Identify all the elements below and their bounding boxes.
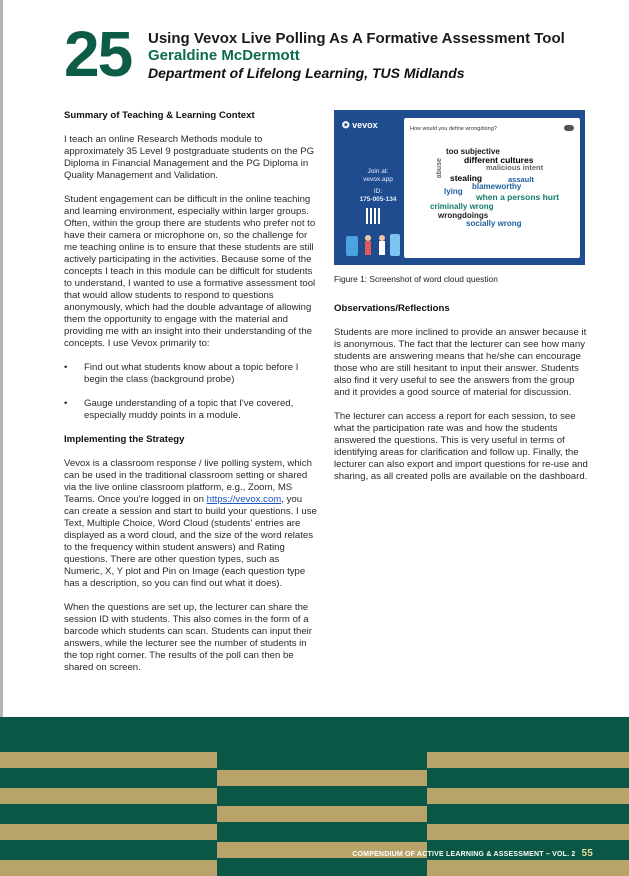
header [148,30,618,82]
band-stripe [217,806,427,822]
word: assault [508,175,534,184]
word: lying [444,187,463,196]
word: when a persons hurt [476,192,560,202]
join-info: Join at: vevox.app ID: 175-005-134 [359,168,397,203]
department: Department of Lifelong Learning, TUS Midlands [148,65,465,81]
people-illustration-icon [344,230,404,260]
vevox-link[interactable]: https://vevox.com [206,494,282,505]
chapter-number: 25 [64,18,132,90]
band-stripe [427,788,629,804]
word: different cultures [464,155,534,165]
band-stripe [0,860,217,876]
word-cloud-panel [404,118,580,258]
left-column [64,110,318,686]
paragraph: When the questions are set up, the lecturer can share the session ID with students. This also comes in the form of a barcode which students can scan. Students can input their answers, while the lecturer see the number of students in the top right corner. The results of the poll can then be shared on screen. [64,602,312,673]
word: wrongdoings [438,211,489,220]
right-column [334,303,590,495]
page-number: 55 [581,848,593,859]
footer-text: COMPENDIUM OF ACTIVE LEARNING & ASSESSMENT – VOL. 2 [352,851,576,858]
section-heading-implementing: Implementing the Strategy [64,434,185,445]
word: stealing [450,173,483,183]
toggle-icon [564,125,574,131]
paragraph: The lecturer can access a report for each session, to see what the participation rate was and how the students answered the questions. This is very useful in terms of identifying areas for clarification and follow up. Finally, the lecturer can also export and import questions for re-use and sharing, as all created polls are available on the dashboard. [334,411,588,482]
figure-caption: Figure 1: Screenshot of word cloud question [334,274,498,284]
word: socially wrong [466,219,522,228]
list-item: • Find out what students know about a topic before I begin the class (background probe) [64,362,318,386]
word: criminally wrong [430,202,494,211]
band-stripe [217,770,427,786]
list-item: • Gauge understanding of a topic that I've covered, especially muddy points in a module. [64,398,318,422]
word: malicious intent [486,163,544,172]
author-name: Geraldine McDermott [148,47,300,64]
band-stripe [427,752,629,768]
page-footer [352,848,593,859]
word: too subjective [446,147,500,156]
paragraph: Student engagement can be difficult in the online teaching and learning environment, especially within larger groups. Often, within the group there are students who prefer not to have their camera or microphone on, so the challenge for me teaching online is to ensure that these students are still actively participating in the activities. Because some of the concepts I teach in this module can be difficult for students to understand, I wanted to use a formative assessment tool that would allow students to respond to questions anonymously, which had the double advantage of allowing them the opportunity to engage with the material and providing me with an insight into their understanding of the concepts. I use Vevox primarily to: [64,194,316,349]
band-stripe [0,752,217,768]
question-text: How would you define wrongdoing? [410,126,497,132]
vevox-logo-icon: ✪ [342,120,350,130]
section-heading-observations: Observations/Reflections [334,303,450,314]
vevox-logo: ✪ vevox [342,120,378,130]
paragraph: I teach an online Research Methods module to approximately 35 Level 9 postgraduate students on the PG Diploma in Financial Management and the PG Diploma in Quality Management and Validation. [64,134,315,181]
bullet-list [64,362,318,422]
band-stripe [427,824,629,840]
band-stripe [0,788,217,804]
band-stripe [427,860,629,876]
word-cloud-screenshot [334,110,585,265]
qr-code-icon [366,208,382,224]
paragraph: Vevox is a classroom response / live polling system, which can be used in the traditional classroom setting or shared via the live online classroom platform, e.g., Zoom, MS Teams. Once you're logged in on https://vevox.com, you can create a session and start to build your questions. I use Text, Multiple Choice, Word Cloud (students' entries are displayed as a word cloud, and the size of the word relates to the frequency within student answers) and Rating questions. There are other question types, such as Numeric, X, Y plot and Pin on Image (each question type has a description, so you can find out what it does). [64,458,317,589]
word: abuse [436,158,443,179]
paragraph: Students are more inclined to provide an answer because it is anonymous. The fact that the lecturer can see how many students are answering means that he/she can encourage those who are still hesitant to input their answer. Students also find it very useful to see the answers from the group and it provides a good source of material for discussion. [334,327,587,398]
section-heading-summary: Summary of Teaching & Learning Context [64,110,255,121]
band-stripe [0,824,217,840]
page-title: Using Vevox Live Polling As A Formative Assessment Tool [148,30,565,47]
word: blameworthy [472,182,522,191]
